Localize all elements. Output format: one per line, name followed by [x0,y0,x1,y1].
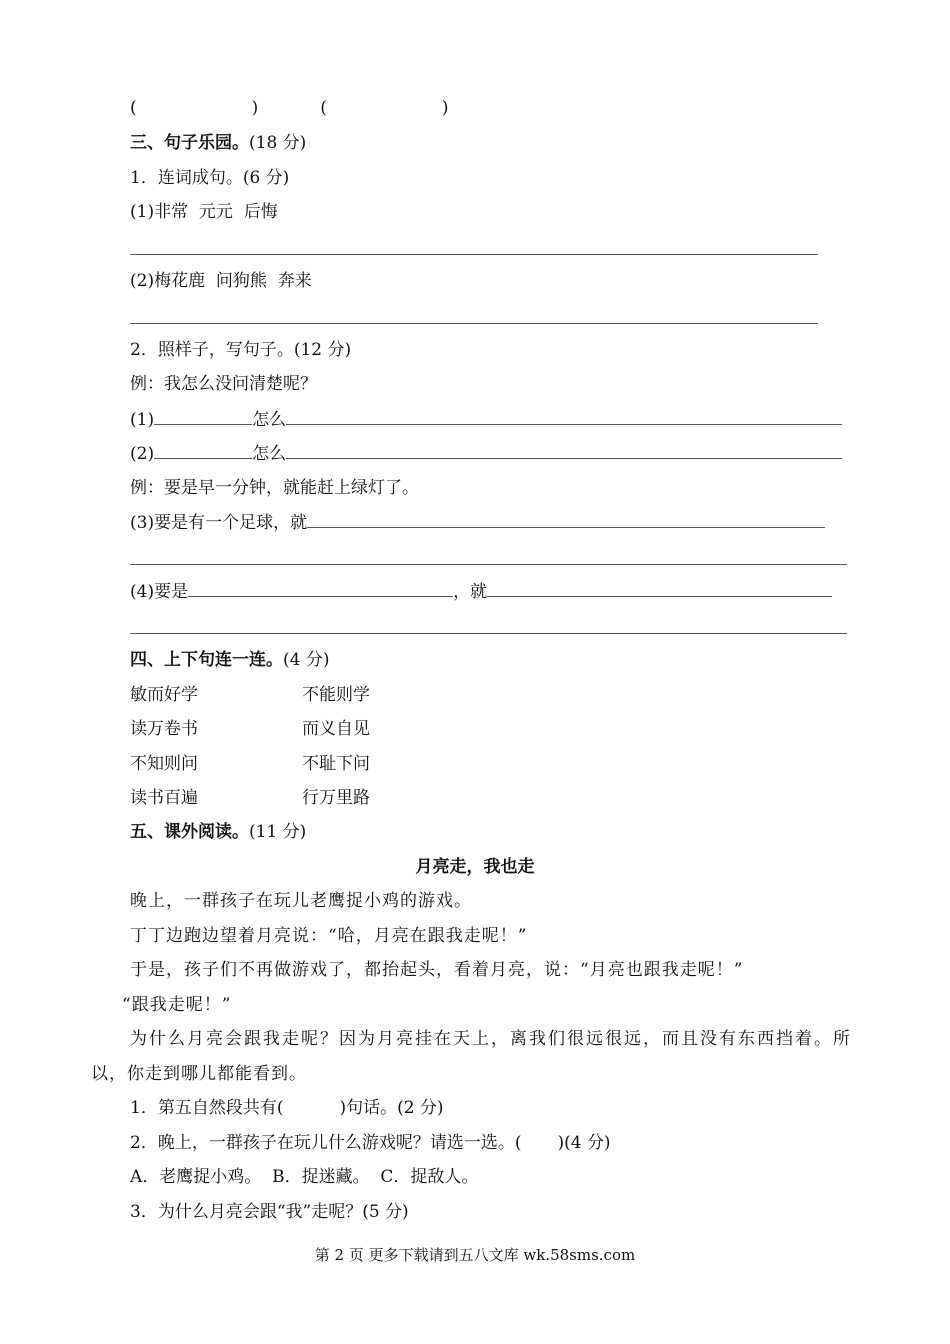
s3-q1-label: 1．连词成句。(6 分) [130,168,290,188]
story-title: 月亮走，我也走 [415,857,535,877]
item3-text: (3)要是有一个足球，就 [130,513,308,533]
paren-open-2: ( [320,98,327,118]
s5-q3: 3．为什么月亮会跟“我”走呢？(5 分) [130,1202,409,1222]
section-3-heading [130,132,306,154]
story-p1: 晚上，一群孩子在玩儿老鹰捉小鸡的游戏。 [130,891,472,911]
paren-close-2: ) [441,98,449,118]
answer-line-2[interactable] [130,323,818,324]
story-p4: “跟我走呢！” [122,995,232,1015]
section-4-heading [130,649,329,671]
match-left-1[interactable]: 敏而好学 [130,685,198,705]
s5-q2-b: )(4 分) [557,1133,611,1153]
section-4-title: 四、上下句连一连。 [130,650,283,670]
answer-line-3[interactable] [130,564,847,565]
section-5-heading [130,821,306,843]
section-4-score: (4 分) [283,650,330,670]
section-3-title: 三、句子乐园。 [130,133,249,153]
blank-3[interactable] [307,511,825,528]
s5-q2-options[interactable]: A．老鹰捉小鸡。 B．捉迷藏。 C．捉敌人。 [130,1167,479,1187]
match-right-3[interactable]: 不耻下问 [302,754,370,774]
item4-mid: ，就 [453,582,488,602]
blank-2a[interactable] [154,442,252,459]
page-footer: 第 2 页 更多下载请到五八文库 wk.58sms.com [314,1246,636,1264]
s5-q1 [130,1097,444,1119]
match-left-4[interactable]: 读书百遍 [130,788,198,808]
s3-q2-label: 2．照样子，写句子。(12 分) [130,340,352,360]
blank-1b[interactable] [286,408,842,425]
s5-q1-a: 1．第五自然段共有( [130,1098,284,1118]
match-right-4[interactable]: 行万里路 [302,788,370,808]
answer-line-1[interactable] [130,254,818,255]
paren-open-1: ( [130,98,137,118]
match-right-1[interactable]: 不能则学 [302,685,370,705]
match-right-2[interactable]: 而义自见 [302,719,370,739]
answer-parens-row [130,97,449,119]
s3-q1-item1: (1)非常 元元 后悔 [130,202,278,222]
section-5-title: 五、课外阅读。 [130,822,249,842]
blank-1a[interactable] [154,408,252,425]
section-3-score: (18 分) [249,133,307,153]
s3-q2-example2: 例：要是早一分钟，就能赶上绿灯了。 [130,478,419,498]
s3-q2-item3 [130,511,825,534]
item2-mid: 怎么 [252,444,287,464]
item1-mid: 怎么 [252,410,287,430]
s3-q2-item2 [130,442,842,465]
paren-close-1: ) [251,98,259,118]
s3-q2-item1 [130,408,842,431]
story-p3: 于是，孩子们不再做游戏了，都抬起头，看着月亮，说：“月亮也跟我走呢！” [130,960,744,980]
s5-q1-b: )句话。(2 分) [339,1098,444,1118]
s3-q2-example1: 例：我怎么没问清楚呢？ [130,374,317,394]
story-p2: 丁丁边跑边望着月亮说：“哈，月亮在跟我走呢！” [130,926,528,946]
section-5-score: (11 分) [249,822,307,842]
blank-4a[interactable] [188,580,453,597]
item1-prefix: (1) [130,410,155,430]
match-left-3[interactable]: 不知则问 [130,754,198,774]
item2-prefix: (2) [130,444,155,464]
match-left-2[interactable]: 读万卷书 [130,719,198,739]
story-p5a: 为什么月亮会跟我走呢？因为月亮挂在天上，离我们很远很远，而且没有东西挡着。所 [130,1029,852,1049]
s5-q2 [130,1132,611,1154]
blank-2b[interactable] [286,442,842,459]
answer-line-4[interactable] [130,633,847,634]
s3-q1-item2: (2)梅花鹿 问狗熊 奔来 [130,271,312,291]
s3-q2-item4 [130,580,832,603]
item4-prefix: (4)要是 [130,582,189,602]
s5-q2-a: 2．晚上，一群孩子在玩儿什么游戏呢？请选一选。( [130,1133,522,1153]
story-p5b: 以，你走到哪儿都能看到。 [91,1064,307,1084]
blank-4b[interactable] [487,580,832,597]
